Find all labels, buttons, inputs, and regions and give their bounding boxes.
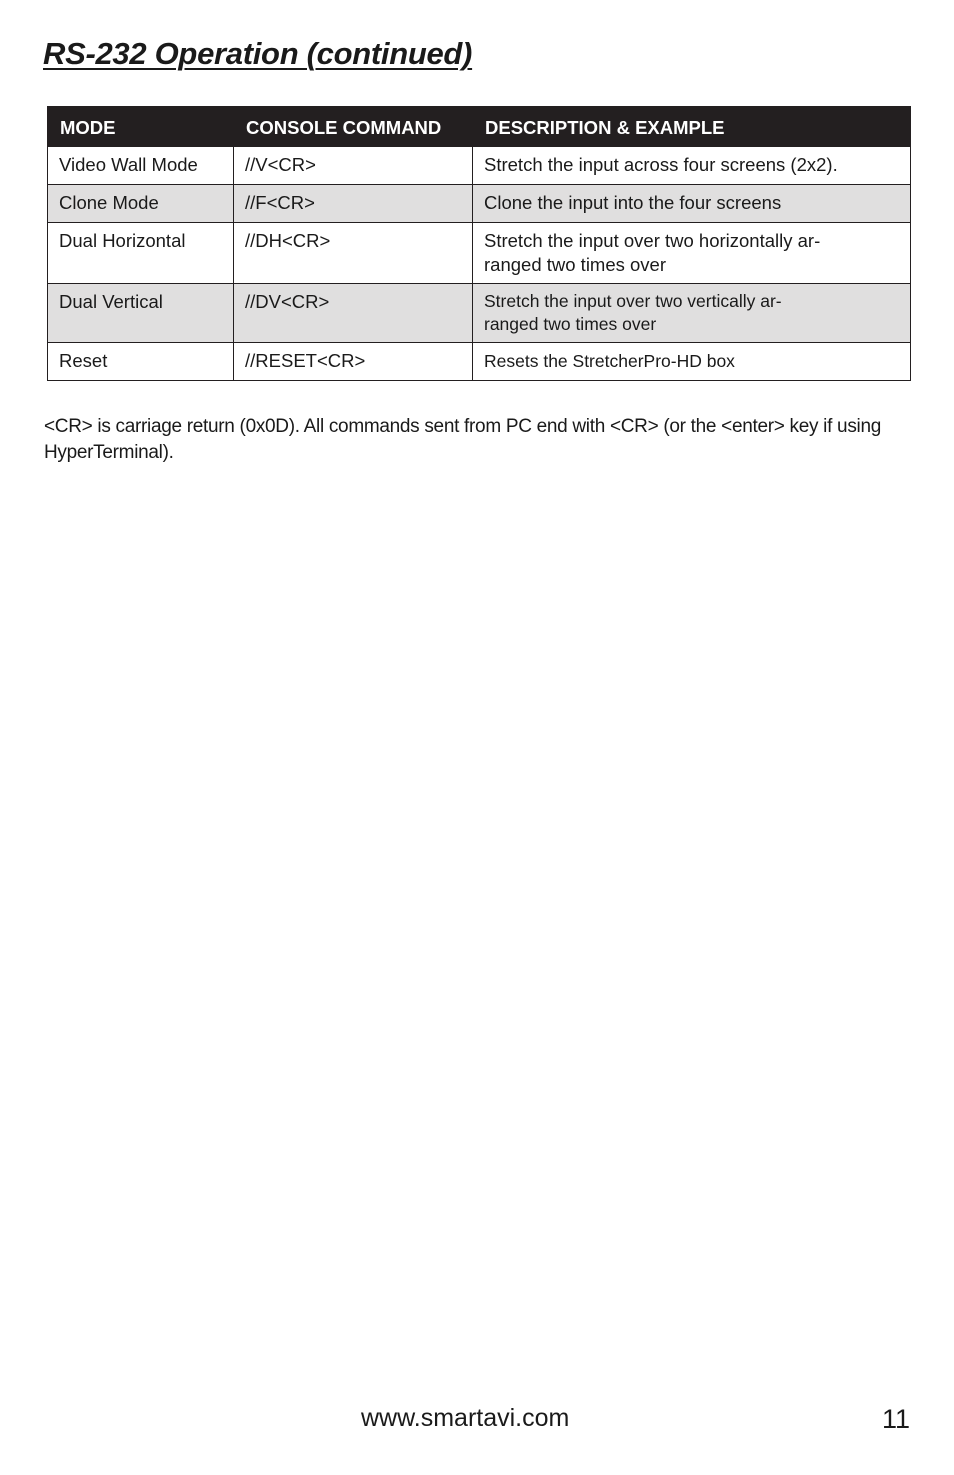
page-title: RS-232 Operation (continued) xyxy=(43,36,473,71)
command-cell: //RESET<CR> xyxy=(234,343,473,381)
description-cell: Clone the input into the four screens xyxy=(473,185,911,223)
command-cell: //DV<CR> xyxy=(234,284,473,343)
command-cell: //V<CR> xyxy=(234,147,473,185)
mode-cell: Reset xyxy=(48,343,234,381)
description-cell: Stretch the input over two vertically ar- ranged two times over xyxy=(473,284,911,343)
table-row xyxy=(48,284,911,343)
command-cell: //DH<CR> xyxy=(234,223,473,284)
mode-cell: Dual Vertical xyxy=(48,284,234,343)
column-header-console-command: CONSOLE COMMAND xyxy=(234,107,473,147)
table-row xyxy=(48,185,911,223)
column-header-mode: MODE xyxy=(48,107,234,147)
page-number: 11 xyxy=(882,1404,911,1434)
footer-website-url: www.smartavi.com xyxy=(361,1404,570,1432)
table-row xyxy=(48,223,911,284)
description-cell: Stretch the input over two horizontally ar- ranged two times over xyxy=(473,223,911,284)
description-cell: Stretch the input across four screens (2x2). xyxy=(473,147,911,185)
mode-cell: Clone Mode xyxy=(48,185,234,223)
rs232-command-table xyxy=(47,106,911,381)
column-header-description: DESCRIPTION & EXAMPLE xyxy=(473,107,911,147)
carriage-return-note: <CR> is carriage return (0x0D). All commands sent from PC end with <CR> (or the <enter> key if using HyperTerminal). xyxy=(44,416,881,463)
table-row xyxy=(48,147,911,185)
command-cell: //F<CR> xyxy=(234,185,473,223)
table-row xyxy=(48,343,911,381)
mode-cell: Video Wall Mode xyxy=(48,147,234,185)
mode-cell: Dual Horizontal xyxy=(48,223,234,284)
table-header-row xyxy=(48,107,911,147)
description-cell: Resets the StretcherPro-HD box xyxy=(473,343,911,381)
